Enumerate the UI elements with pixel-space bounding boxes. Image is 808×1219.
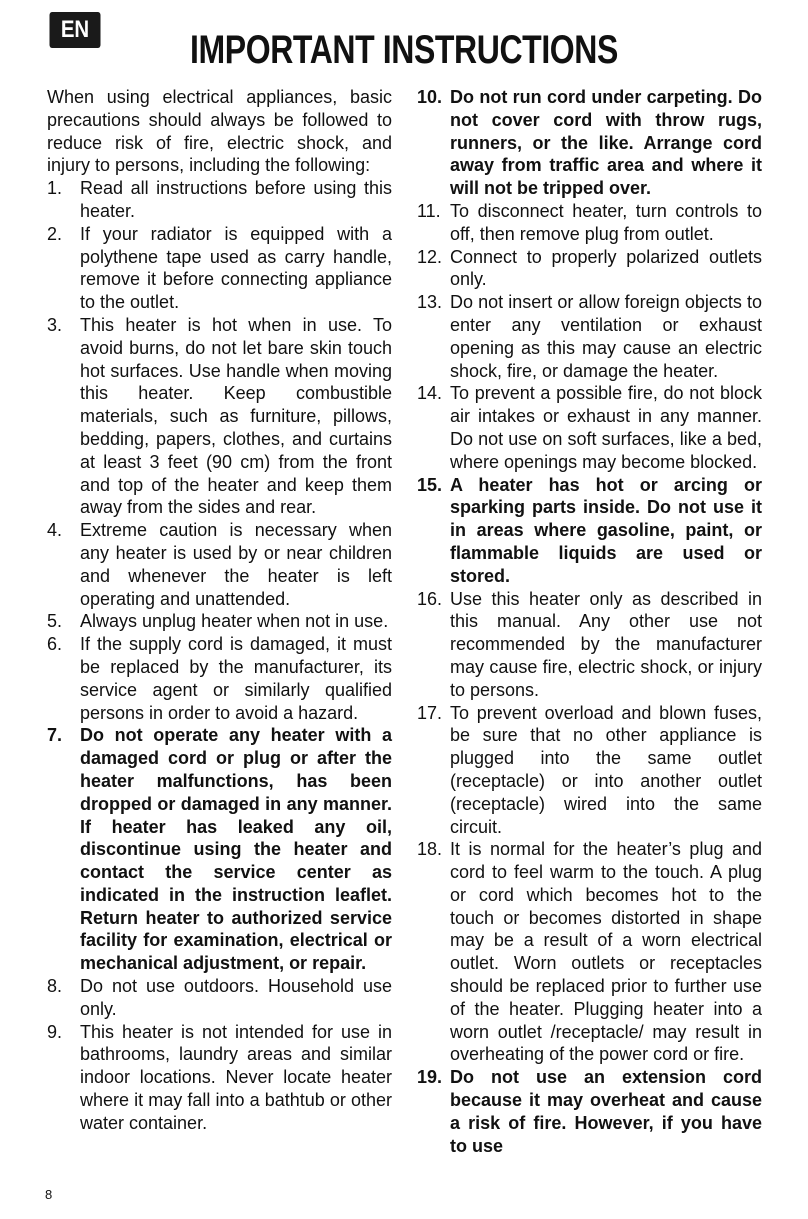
instruction-number: 19. bbox=[417, 1067, 443, 1088]
instruction-list-right bbox=[417, 86, 762, 1157]
instruction-item bbox=[417, 838, 762, 1066]
instruction-number: 14. bbox=[417, 383, 443, 404]
instruction-text: Do not insert or allow foreign objects to enter any ventilation or exhaust opening as this may cause an electric shock, fire, or damage the heater. bbox=[450, 292, 762, 381]
instruction-item bbox=[417, 86, 762, 200]
instruction-text: Extreme caution is necessary when any heater is used by or near children and whenever the heater is left operating and unattended. bbox=[80, 520, 392, 609]
instruction-number: 3. bbox=[47, 314, 63, 335]
instruction-item bbox=[47, 633, 392, 724]
instruction-item bbox=[47, 519, 392, 610]
page-number: 8 bbox=[45, 1187, 53, 1202]
instruction-text: Read all instructions before using this heater. bbox=[80, 178, 392, 221]
instruction-item bbox=[417, 1066, 762, 1157]
instruction-number: 18. bbox=[417, 839, 443, 860]
instruction-text: If your radiator is equipped with a polythene tape used as carry handle, remove it before connecting appliance to the outlet. bbox=[80, 223, 392, 313]
instruction-item bbox=[47, 724, 392, 975]
right-column bbox=[417, 86, 762, 1157]
instruction-text: Do not use an extension cord because it may overheat and cause a risk of fire. However, if you have to use bbox=[450, 1067, 762, 1156]
page-title: IMPORTANT INSTRUCTIONS bbox=[190, 28, 618, 72]
instruction-item bbox=[47, 314, 392, 519]
instruction-number: 6. bbox=[47, 634, 63, 655]
instruction-number: 2. bbox=[47, 223, 63, 244]
instruction-number: 4. bbox=[47, 520, 63, 541]
instruction-number: 5. bbox=[47, 611, 63, 632]
instruction-text: This heater is not intended for use in bathrooms, laundry areas and similar indoor locations. Never locate heater where it may fall into a bathtub or other water container. bbox=[80, 1021, 392, 1133]
instruction-number: 9. bbox=[47, 1021, 63, 1042]
instruction-item bbox=[47, 610, 392, 633]
instruction-number: 8. bbox=[47, 976, 63, 997]
instruction-text: If the supply cord is damaged, it must be replaced by the manufacturer, its service agent or similarly qualified persons in order to avoid a hazard. bbox=[80, 634, 392, 723]
instruction-number: 16. bbox=[417, 588, 443, 609]
instruction-item bbox=[417, 702, 762, 839]
instruction-item bbox=[47, 1021, 392, 1135]
instruction-number: 10. bbox=[417, 87, 443, 107]
instruction-item bbox=[417, 588, 762, 702]
left-column bbox=[47, 86, 392, 1135]
instruction-number: 15. bbox=[417, 474, 443, 495]
instruction-item bbox=[417, 291, 762, 382]
instruction-text: Use this heater only as described in this manual. Any other use not recommended by the manufacturer may cause fire, electric shock, or injury to persons. bbox=[450, 588, 762, 700]
instruction-text: To prevent overload and blown fuses, be sure that no other appliance is plugged into the same outlet (receptacle) or into another outlet (receptacle) wired into the same circuit. bbox=[450, 702, 762, 837]
instruction-number: 13. bbox=[417, 292, 443, 313]
instruction-text: A heater has hot or arcing or sparking parts inside. Do not use it in areas where gasoline, paint, or flammable liquids are used or stored. bbox=[450, 474, 762, 586]
instruction-text: Always unplug heater when not in use. bbox=[80, 611, 389, 632]
instruction-text: It is normal for the heater’s plug and cord to feel warm to the touch. A plug or cord which becomes hot to the touch or becomes distorted in shape may be a result of a worn electrical outlet. Worn outlets or receptacles should be replaced prior to further use of the heater. Plugging heater into a worn outlet /receptacle/ may result in overheating of the power cord or fire. bbox=[450, 839, 762, 1065]
instruction-list-left bbox=[47, 177, 392, 1134]
instruction-text: This heater is hot when in use. To avoid burns, do not let bare skin touch hot surfaces. Use handle when moving this heater. Keep combustible materials, such as furniture, pillows, bedding, papers, clothes, and curtains at least 3 feet (90 cm) from the front and top of the heater and keep them away from the sides and rear. bbox=[80, 314, 392, 518]
instruction-number: 7. bbox=[47, 725, 63, 746]
instruction-item bbox=[417, 246, 762, 292]
language-badge: EN bbox=[50, 12, 101, 48]
instruction-text: Connect to properly polarized outlets only. bbox=[450, 246, 762, 290]
instruction-item bbox=[417, 200, 762, 246]
instruction-item bbox=[417, 382, 762, 473]
instruction-number: 12. bbox=[417, 246, 443, 267]
instruction-number: 17. bbox=[417, 702, 443, 723]
instruction-item bbox=[47, 223, 392, 314]
instruction-text: To disconnect heater, turn controls to off, then remove plug from outlet. bbox=[450, 200, 762, 244]
intro-paragraph: When using electrical appliances, basic precautions should always be followed to reduce risk of fire, electric shock, and injury to persons, including the following: bbox=[47, 87, 392, 176]
instruction-text: Do not use outdoors. Household use only. bbox=[80, 976, 392, 1019]
instruction-number: 11. bbox=[417, 200, 441, 221]
instruction-item bbox=[47, 975, 392, 1021]
instruction-text: Do not run cord under carpeting. Do not cover cord with throw rugs, runners, or the like. Arrange cord away from traffic area and where it will not be tripped over. bbox=[450, 87, 762, 199]
instruction-text: To prevent a possible fire, do not block air intakes or exhaust in any manner. Do not use on soft surfaces, like a bed, where openings may become blocked. bbox=[450, 383, 762, 472]
instruction-item bbox=[47, 177, 392, 223]
instruction-text: Do not operate any heater with a damaged cord or plug or after the heater malfunctions, has been dropped or damaged in any manner. If heater has leaked any oil, discontinue using the heater and contact the service center as indicated in the instruction leaflet. Return heater to authorized service facility for examination, electrical or mechanical adjustment, or repair. bbox=[80, 725, 392, 974]
instruction-item bbox=[417, 474, 762, 588]
instruction-number: 1. bbox=[47, 178, 63, 199]
